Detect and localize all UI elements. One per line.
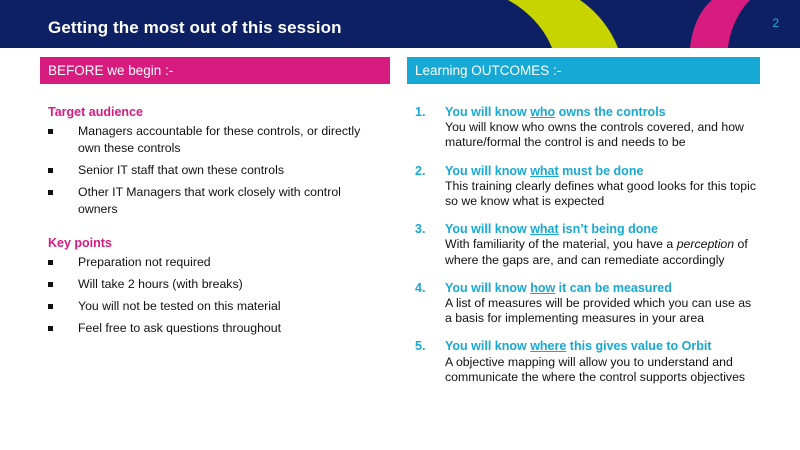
outcome-number: 1.: [415, 105, 426, 119]
square-bullet-icon: [48, 326, 53, 331]
outcome-item: [413, 222, 758, 268]
outcome-number: 3.: [415, 222, 426, 237]
outcome-body: This training clearly defines what good looks for this topic so we know what is expected: [445, 178, 756, 209]
outcome-number: 4.: [415, 280, 426, 295]
key-points-section: [48, 235, 378, 337]
outcomes-list: [413, 105, 758, 398]
lime-swoosh: [508, 0, 618, 48]
list-item: Managers accountable for these controls, or directly own these controls: [48, 123, 378, 157]
magenta-swoosh: [690, 0, 750, 48]
list-item: You will not be tested on this material: [48, 298, 378, 315]
list-item: Preparation not required: [48, 254, 378, 271]
outcome-heading: You will know what isn’t being done: [445, 222, 658, 237]
outcome-number: 2.: [415, 163, 426, 178]
outcome-body: A objective mapping will allow you to understand and communicate the where the control supports objectives: [445, 354, 746, 384]
section-title: Key points: [48, 236, 112, 250]
bullet-list: [48, 123, 378, 218]
square-bullet-icon: [48, 129, 53, 134]
outcome-heading: You will know where this gives value to Orbit: [445, 339, 712, 354]
list-item: Senior IT staff that own these controls: [48, 162, 378, 179]
outcome-item: [413, 105, 758, 151]
square-bullet-icon: [48, 260, 53, 265]
outcome-body: A list of measures will be provided which you can use as a basis for implementing measures in your area: [445, 296, 752, 326]
outcome-body: With familiarity of the material, you have a perception of where the gaps are, and can remediate accordingly: [445, 237, 748, 267]
before-we-begin-heading: BEFORE we begin :-: [40, 57, 390, 84]
slide-title: Getting the most out of this session: [48, 18, 342, 37]
outcome-number: 5.: [415, 339, 426, 354]
learning-outcomes-heading: Learning OUTCOMES :-: [407, 57, 760, 84]
square-bullet-icon: [48, 168, 53, 173]
square-bullet-icon: [48, 304, 53, 309]
outcome-item: [413, 339, 758, 385]
outcome-item: [413, 281, 758, 327]
outcome-body: You will know who owns the controls covered, and how mature/formal the control is and needs to be: [445, 120, 744, 150]
slide-number: 2: [772, 16, 779, 30]
outcome-heading: You will know who owns the controls: [445, 105, 666, 119]
square-bullet-icon: [48, 190, 53, 195]
outcome-heading: You will know what must be done: [445, 163, 644, 178]
bullet-list: [48, 254, 378, 337]
list-item: Feel free to ask questions throughout: [48, 320, 378, 337]
outcome-item: [413, 164, 758, 210]
list-item: Will take 2 hours (with breaks): [48, 276, 378, 293]
square-bullet-icon: [48, 282, 53, 287]
slide-header: [0, 0, 800, 48]
target-audience-section: [48, 104, 378, 218]
list-item: Other IT Managers that work closely with control owners: [48, 184, 378, 218]
section-title: Target audience: [48, 105, 143, 119]
left-column: [48, 104, 378, 342]
outcome-heading: You will know how it can be measured: [445, 280, 672, 295]
